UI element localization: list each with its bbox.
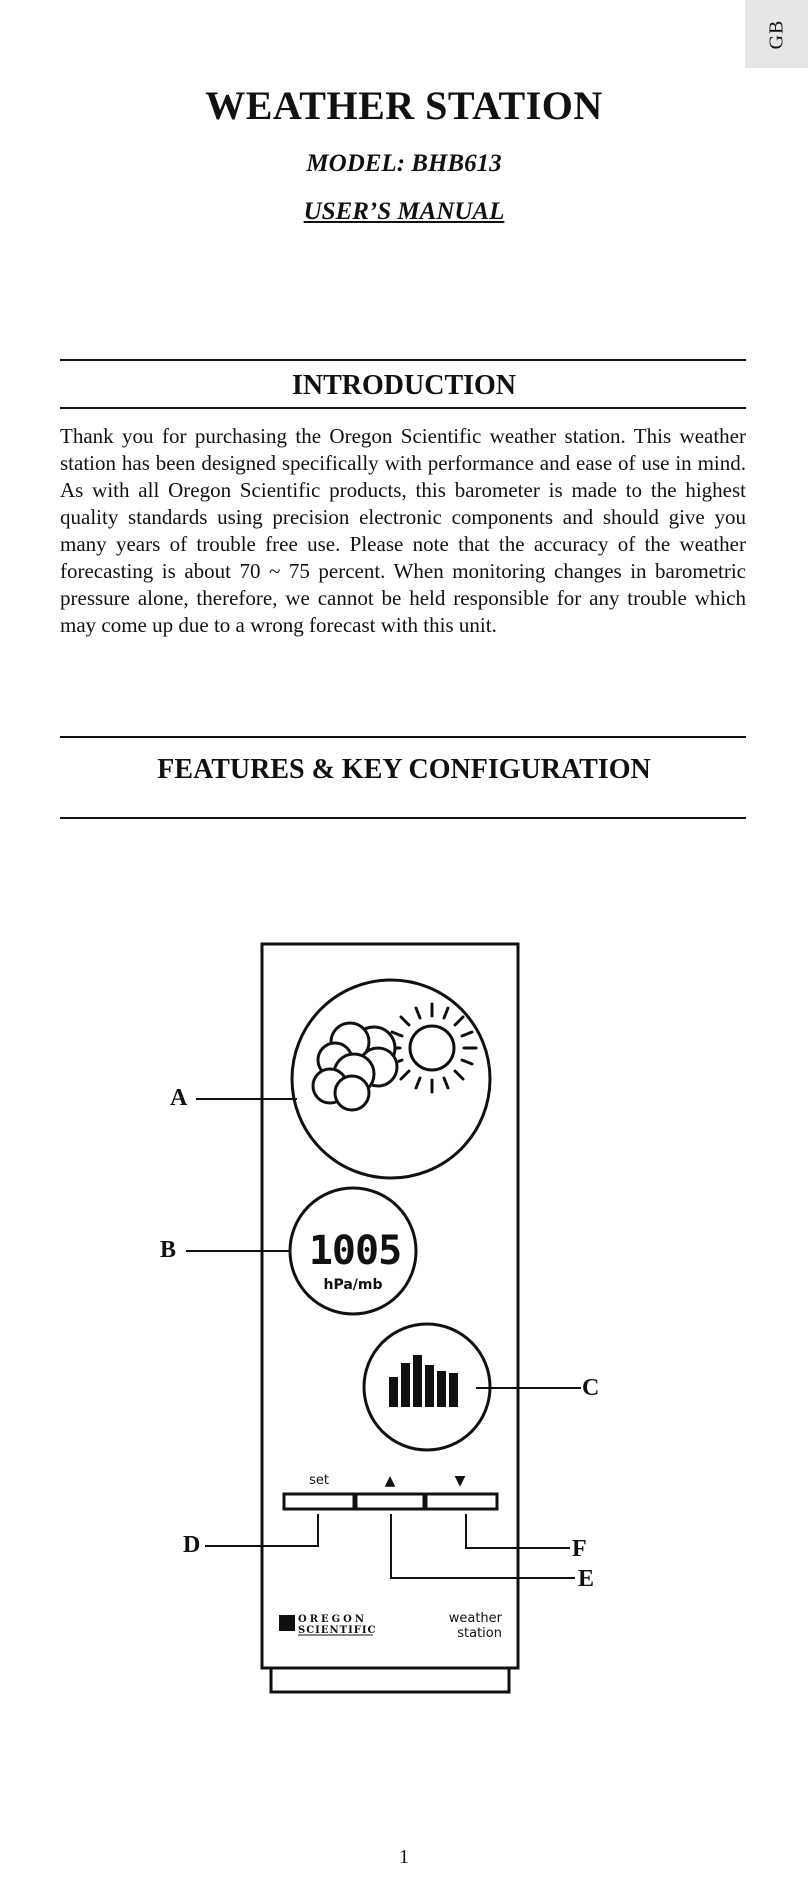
features-heading: FEATURES & KEY CONFIGURATION [157,754,651,785]
page-number: 1 [399,1846,409,1868]
product-line-1: weather [448,1611,502,1626]
product-line-2: station [457,1626,502,1641]
callout-b: B [160,1237,177,1263]
model-number: MODEL: BHB613 [306,150,502,177]
callout-e: E [578,1566,595,1592]
introduction-paragraph: Thank you for purchasing the Oregon Scientific weather station. This weather station has been designed specifically with performance and ease of use in mind. As with all Oregon Scientific products, this barometer is made to the highest quality standards using precision electronic components and should give you many years of trouble free use. Please note that the accuracy of the weather forecasting is about 70 ~ 75 percent. When monitoring changes in barometric pressure alone, therefore, we cannot be held responsible for any trouble which may come up due to a wrong forecast with this unit. [60,424,746,637]
set-button [284,1494,354,1509]
brand-line-1: OREGON [298,1614,368,1625]
set-button-label: set [309,1473,329,1488]
up-button-label: ▲ [384,1473,396,1489]
callout-c: C [582,1375,600,1401]
up-button [356,1494,424,1509]
down-button-label: ▼ [454,1473,466,1489]
brand-logo-mark [279,1615,295,1631]
document-title: WEATHER STATION [205,83,603,128]
callout-f: F [572,1536,587,1562]
pressure-value: 1005 [308,1228,402,1274]
language-tab-label: GB [764,19,787,49]
introduction-heading: INTRODUCTION [291,370,517,401]
device-stand [271,1668,509,1692]
manual-subtitle: USER’S MANUAL [303,198,505,225]
callout-a: A [170,1085,188,1111]
callout-d: D [183,1532,201,1558]
down-button [426,1494,497,1509]
pressure-unit: hPa/mb [323,1277,383,1293]
brand-line-2: SCIENTIFIC [298,1625,377,1636]
